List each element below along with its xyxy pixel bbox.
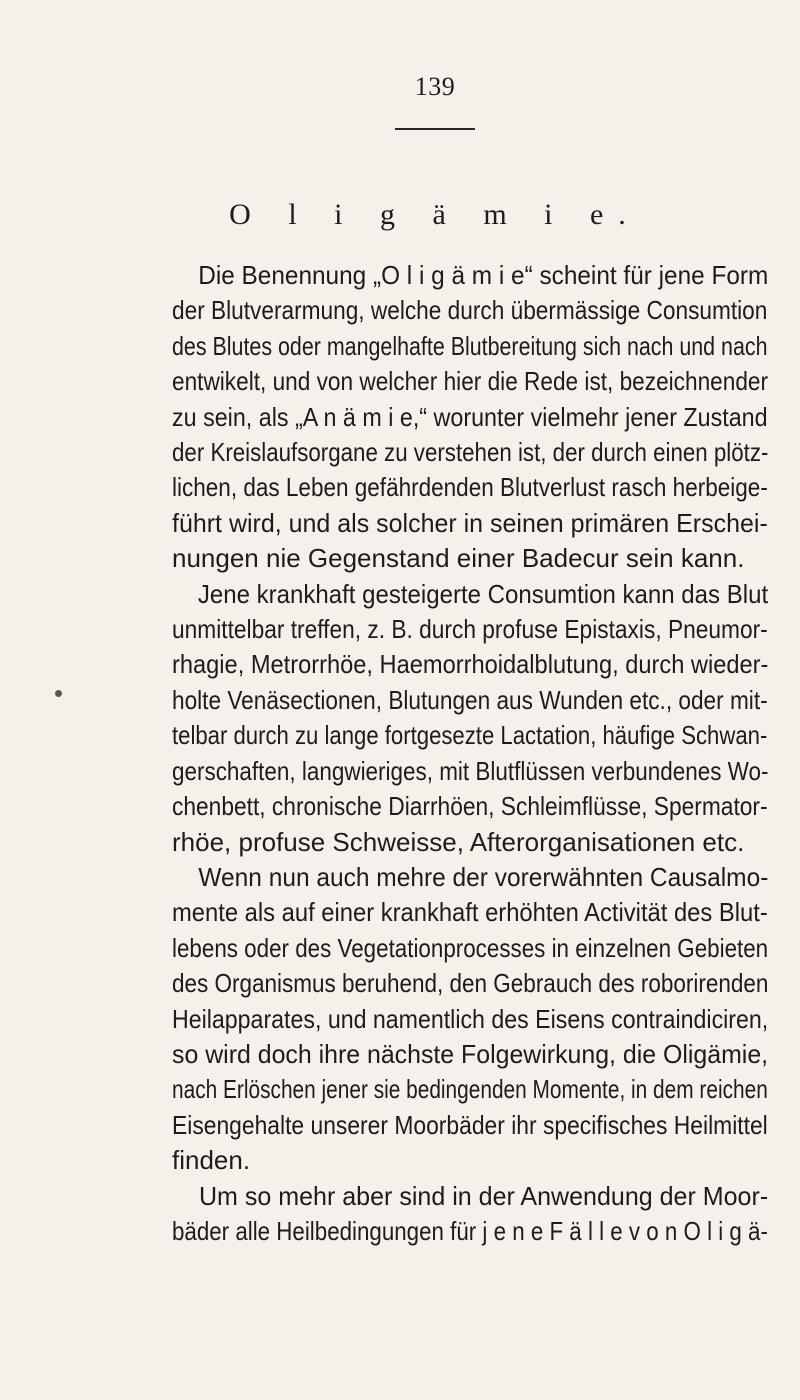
text-line: holte Venäsectionen, Blutungen aus Wunden etc., oder mit- <box>172 684 768 715</box>
text-line: nungen nie Gegenstand einer Badecur sein kann. <box>172 543 745 574</box>
text-line: des Organismus beruhend, den Gebrauch des roborirenden <box>172 968 768 999</box>
text-line: gerschaften, langwieriges, mit Blutflüssen verbundenes Wo- <box>172 755 769 786</box>
text-line: der Blutverarmung, welche durch übermässige Consumtion <box>172 295 768 326</box>
text-line: rhöe, profuse Schweisse, Afterorganisationen etc. <box>172 826 745 857</box>
page-number: 139 <box>414 72 456 101</box>
body-text <box>172 258 768 1249</box>
text-line: entwikelt, und von welcher hier die Rede ist, bezeichnender <box>172 366 768 397</box>
paragraph <box>172 258 768 577</box>
margin-mark <box>55 690 62 697</box>
text-line: Heilapparates, und namentlich des Eisens contraindiciren, <box>172 1003 769 1034</box>
text-line: bäder alle Heilbedingungen für j e n e F ä l l e v o n O l i g ä- <box>172 1215 768 1246</box>
text-line: lebens oder des Vegetationprocesses in einzelnen Gebieten <box>172 932 768 963</box>
text-line: unmittelbar treffen, z. B. durch profuse Epistaxis, Pneumor- <box>172 614 768 645</box>
paragraph <box>172 860 768 1179</box>
text-line: so wird doch ihre nächste Folgewirkung, die Oligämie, <box>172 1038 769 1069</box>
text-line: Wenn nun auch mehre der vorerwähnten Causalmo- <box>198 861 769 892</box>
text-line: Die Benennung „O l i g ä m i e“ scheint für jene Form <box>198 260 769 290</box>
text-line: mente als auf einer krankhaft erhöhten Activität des Blut- <box>172 897 768 928</box>
section-heading: O l i g ä m i e. <box>229 198 641 231</box>
text-line: Jene krankhaft gesteigerte Consumtion kann das Blut <box>197 578 769 609</box>
text-line: Eisengehalte unserer Moorbäder ihr specifisches Heilmittel <box>172 1109 768 1140</box>
text-line: zu sein, als „A n ä m i e,“ worunter vielmehr jener Zustand <box>172 401 768 432</box>
text-line: des Blutes oder mangelhafte Blutbereitung sich nach und nach <box>172 330 768 361</box>
text-line: führt wird, und als solcher in seinen primären Erschei- <box>172 507 768 538</box>
paragraph <box>172 1179 768 1250</box>
text-line: der Kreislaufsorgane zu verstehen ist, der durch einen plötz- <box>172 437 769 468</box>
text-line: Um so mehr aber sind in der Anwendung der Moor- <box>198 1180 769 1211</box>
text-line: nach Erlöschen jener sie bedingenden Momente, in dem reichen <box>172 1074 768 1105</box>
paragraph <box>172 577 768 860</box>
text-line: lichen, das Leben gefährdenden Blutverlust rasch herbeige- <box>172 472 768 503</box>
text-line: finden. <box>172 1145 251 1176</box>
text-line: rhagie, Metrorrhöe, Haemorrhoidalblutung, durch wieder- <box>172 649 769 680</box>
text-line: chenbett, chronische Diarrhöen, Schleimflüsse, Spermator- <box>172 791 768 822</box>
text-line: telbar durch zu lange fortgesezte Lactation, häufige Schwan- <box>172 720 768 751</box>
page-number-rule <box>395 128 475 130</box>
